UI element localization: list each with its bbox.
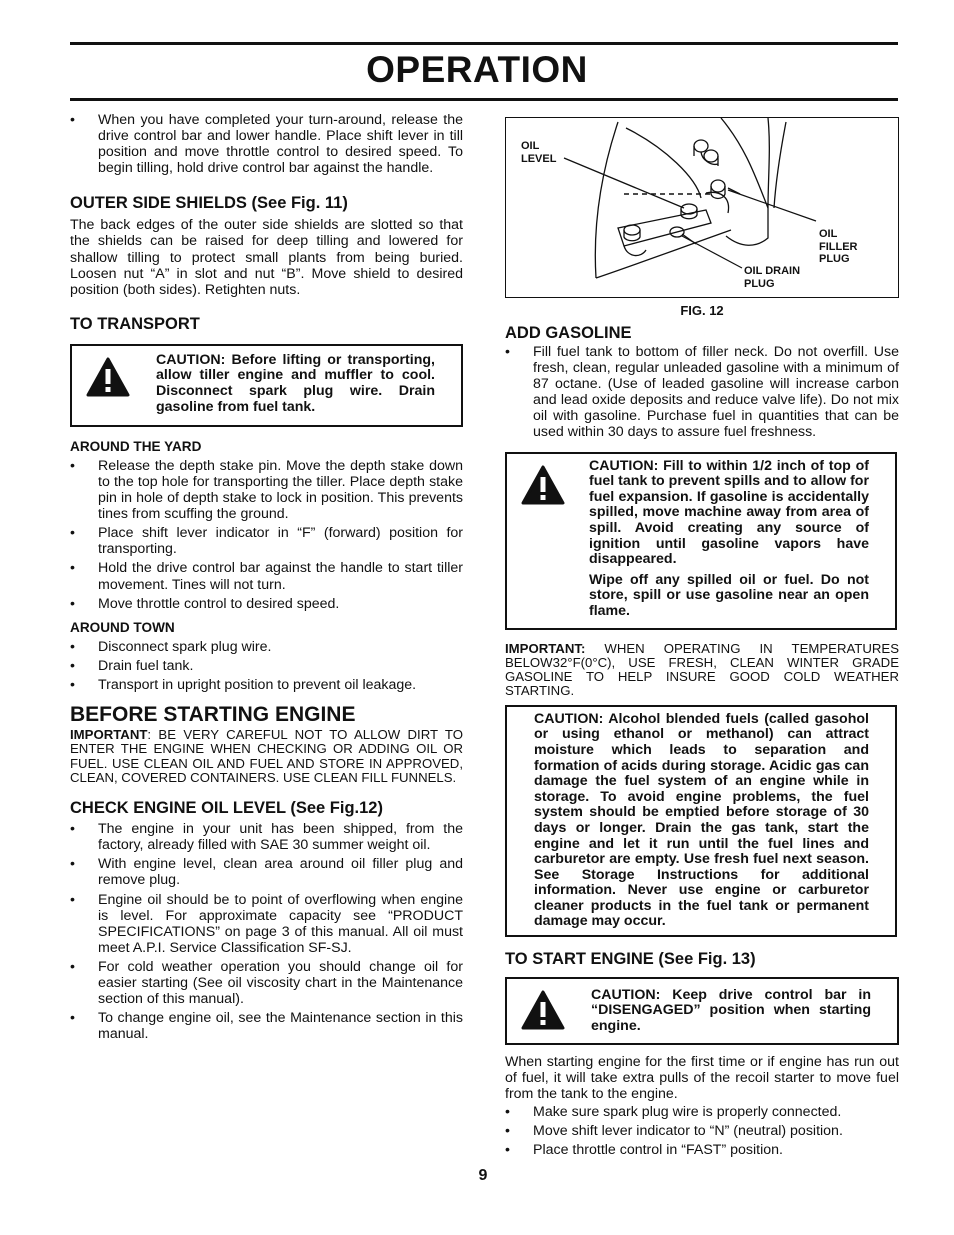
list-item: • Move throttle control to desired speed. bbox=[70, 595, 340, 612]
section-heading-shields: OUTER SIDE SHIELDS (See Fig. 11) bbox=[70, 194, 348, 213]
list-item: • With engine level, clean area around oil filler plug and remove plug. bbox=[70, 856, 463, 889]
section-heading-transport: TO TRANSPORT bbox=[70, 314, 200, 333]
page-number: 9 bbox=[478, 1167, 488, 1184]
list-item: • Transport in upright position to prevent oil leakage. bbox=[70, 676, 417, 693]
caution-text: CAUTION: Fill to within 1/2 inch of top of fuel tank to prevent spills and to allow for fuel expansion. If gasoline is accidentally spilled, move machine away from area of spill. Avoid creating any source of ignition until gasoline vapors have disappeared. bbox=[589, 457, 869, 568]
left-column bbox=[70, 112, 463, 1045]
caution-box-alcohol bbox=[505, 705, 897, 937]
shields-paragraph: The back edges of the outer side shields are slotted so that the shields can be raised for deep tilling and lowered for shallow tilling to protect small plants from being buried. Loosen nut “A” in slot and nut “B”. Move shield to desired position (both sides). Retighten nuts. bbox=[70, 217, 463, 298]
subheading-town: AROUND TOWN bbox=[70, 619, 175, 635]
list-item: • To change engine oil, see the Maintenance section in this manual. bbox=[70, 1010, 463, 1043]
caution-text: CAUTION: Keep drive control bar in “DISENGAGED” position when starting engine. bbox=[591, 986, 871, 1034]
list-item: • Engine oil should be to point of overflowing when engine is level. For approximate capacity see “PRODUCT SPECIFICATIONS” on page 3 of this manual. All oil must meet A.P.I. Service Classification SF-SJ. bbox=[70, 891, 463, 956]
list-item: • Make sure spark plug wire is properly connected. bbox=[505, 1104, 842, 1121]
section-heading-before: BEFORE STARTING ENGINE bbox=[70, 702, 356, 726]
caution-box-start bbox=[505, 977, 899, 1045]
start-paragraph: When starting engine for the first time or if engine has run out of fuel, it will take extra pulls of the recoil starter to move fuel from the tank to the engine. bbox=[505, 1053, 899, 1102]
section-heading-start: TO START ENGINE (See Fig. 13) bbox=[505, 949, 756, 968]
section-heading-gasoline: ADD GASOLINE bbox=[505, 324, 632, 342]
list-item: • Place throttle control in “FAST” position. bbox=[505, 1142, 783, 1159]
section-heading-oil: CHECK ENGINE OIL LEVEL (See Fig.12) bbox=[70, 799, 383, 818]
right-column bbox=[505, 117, 899, 1161]
label-oil-drain-plug: OIL DRAIN PLUG bbox=[744, 265, 801, 290]
list-item: • For cold weather operation you should change oil for easier starting (See oil viscosity chart in the Maintenance section of this manual). bbox=[70, 958, 463, 1008]
start-list bbox=[505, 1104, 899, 1158]
list-item: • When you have completed your turn-around, release the drive control bar and lower handle. Place shift lever in till position and move throttle control to desired speed. To begin tilling, hold drive control bar against the handle. bbox=[70, 112, 463, 177]
oil-list bbox=[70, 821, 463, 1042]
important-note-cold: IMPORTANT: WHEN OPERATING IN TEMPERATURES BELOW32°F(0°C), USE FRESH, CLEAN WINTER GRADE GASOLINE TO HELP INSURE GOOD COLD WEATHER STARTING. bbox=[505, 640, 899, 699]
yard-list bbox=[70, 458, 463, 612]
figure-engine-oil bbox=[505, 117, 899, 298]
engine-illustration bbox=[506, 118, 897, 296]
warning-icon bbox=[521, 465, 565, 505]
caution-box-fill bbox=[505, 452, 897, 630]
figure-caption: FIG. 12 bbox=[680, 303, 724, 318]
important-note: IMPORTANT: BE VERY CAREFUL NOT TO ALLOW DIRT TO ENTER THE ENGINE WHEN CHECKING OR ADDING OIL OR FUEL. USE CLEAN OIL AND FUEL AND STORE IN APPROVED, CLEAN, COVERED CONTAINERS. USE CLEAN FILL FUNNELS. bbox=[70, 726, 463, 785]
list-item: • Move shift lever indicator to “N” (neutral) position. bbox=[505, 1123, 843, 1140]
list-item: • Drain fuel tank. bbox=[70, 657, 194, 674]
list-item: • Place shift lever indicator in “F” (forward) position for transporting. bbox=[70, 525, 463, 558]
list-item: • Disconnect spark plug wire. bbox=[70, 638, 272, 655]
caution-text: CAUTION: Alcohol blended fuels (called gasohol or using ethanol or methanol) can attract moisture which leads to separation and formation of acids during storage. Acidic gas can damage the fuel system of an engine while in storage. To avoid engine problems, the fuel system should be emptied before storage of 30 days or longer. Drain the gas tank, start the engine and let it run until the fuel lines and carburetor are empty. Use fresh fuel next season. See Storage Instructions for additional information. Never use engine or carburetor cleaner products in the fuel tank or permanent damage may occur. bbox=[534, 710, 869, 930]
top-rule bbox=[70, 42, 898, 45]
caution-box-transport bbox=[70, 344, 463, 427]
warning-icon bbox=[521, 990, 565, 1030]
list-item: • Release the depth stake pin. Move the depth stake down to the top hole for transporting the tiller. Place depth stake pin in hole of depth stake to lock in position. This prevents tines from scuffing the ground. bbox=[70, 457, 463, 523]
subheading-yard: AROUND THE YARD bbox=[70, 438, 202, 454]
warning-icon bbox=[86, 357, 130, 397]
caution-text-wipe: Wipe off any spilled oil or fuel. Do not store, spill or use gasoline near an open flame. bbox=[589, 571, 869, 619]
label-oil-level: OIL LEVEL bbox=[521, 140, 557, 165]
label-oil-filler-plug: OIL FILLER PLUG bbox=[819, 228, 858, 265]
list-item: • The engine in your unit has been shipped, from the factory, already filled with SAE 30 summer weight oil. bbox=[70, 821, 463, 854]
list-item: • Hold the drive control bar against the handle to start tiller movement. Tines will not turn. bbox=[70, 560, 463, 593]
title-underline bbox=[70, 98, 898, 101]
town-list bbox=[70, 639, 463, 693]
list-item: • Fill fuel tank to bottom of filler neck. Do not overfill. Use fresh, clean, regular unleaded gasoline with a minimum of 87 octane. (Use of leaded gasoline will increase carbon and lead oxide deposits and reduce valve life). Do not mix oil with gasoline. Purchase fuel in quantities that can be used within 30 days to assure fuel freshness. bbox=[505, 344, 899, 441]
page-title: OPERATION bbox=[366, 49, 588, 90]
caution-text: CAUTION: Before lifting or transporting, allow tiller engine and muffler to cool. Disconnect spark plug wire. Drain gasoline from fuel tank. bbox=[156, 351, 435, 415]
